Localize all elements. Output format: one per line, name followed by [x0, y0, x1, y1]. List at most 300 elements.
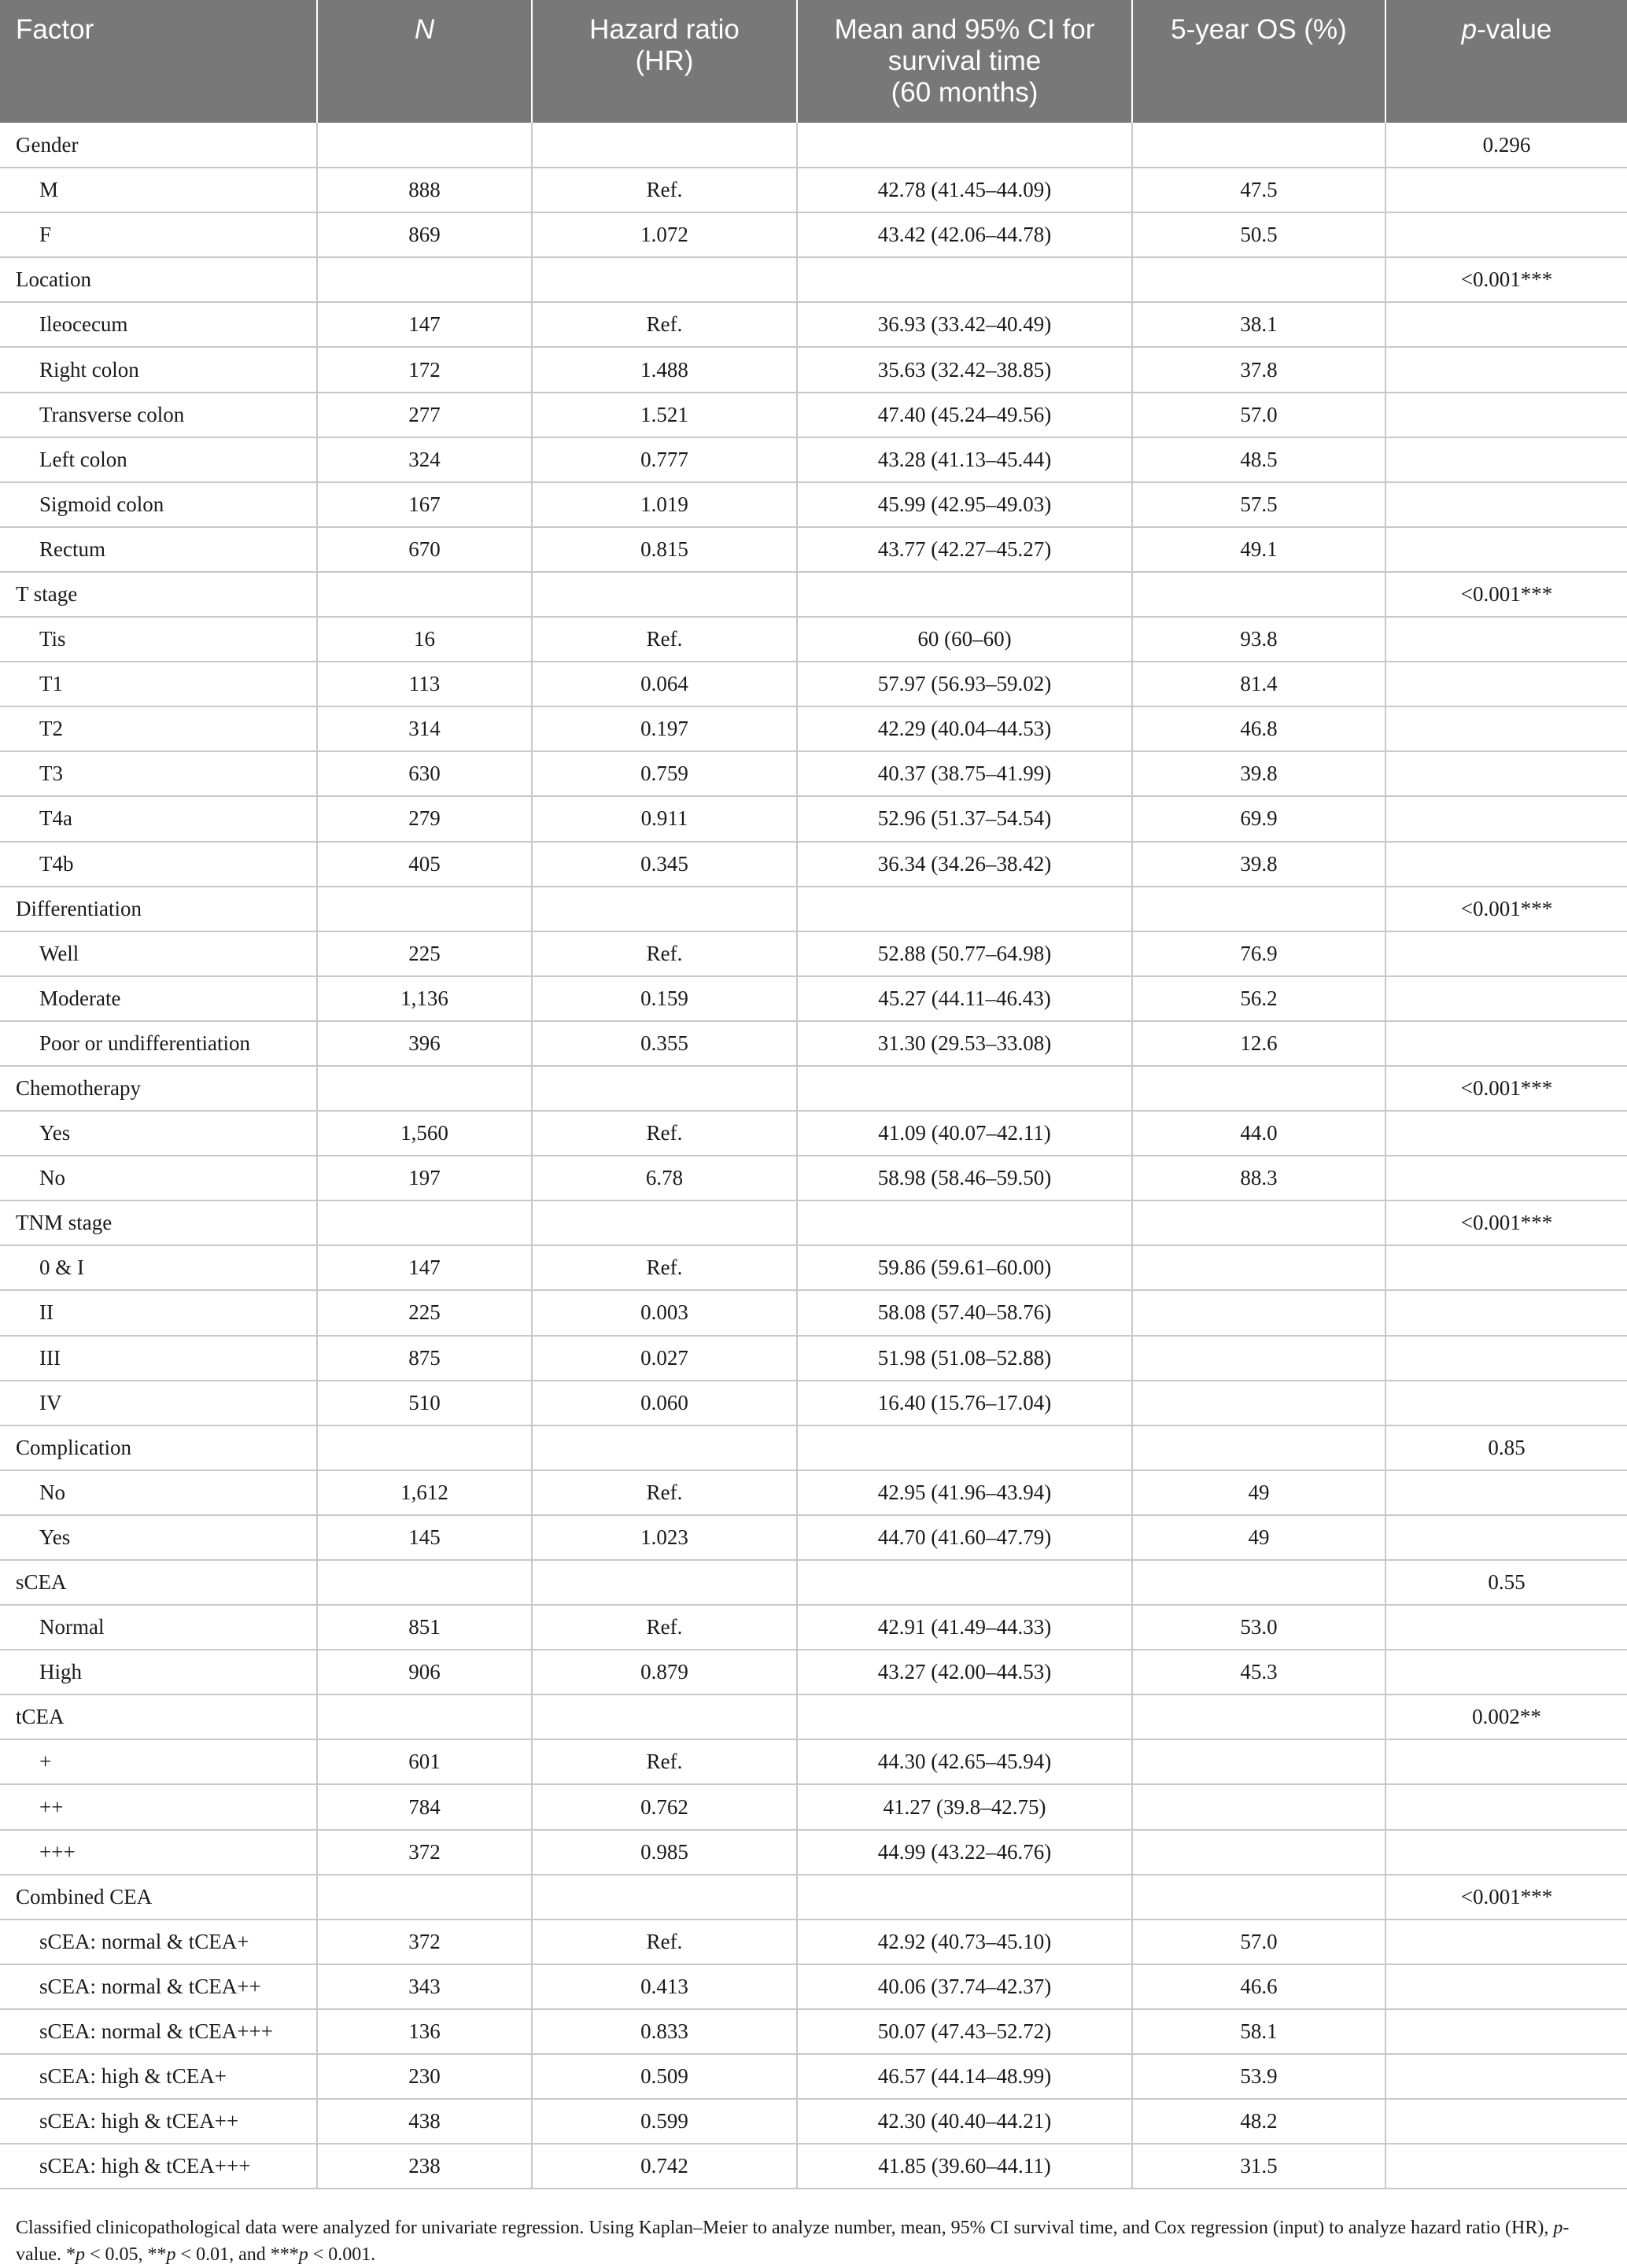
table-row — [0, 976, 1627, 1021]
table-row — [0, 796, 1627, 841]
cell-factor: Right colon — [0, 347, 317, 392]
table-row — [0, 1920, 1627, 1964]
table-row — [0, 302, 1627, 347]
cell-mean-ci: 36.34 (34.26–38.42) — [797, 842, 1132, 887]
table-row — [0, 482, 1627, 527]
cell-factor: + — [0, 1739, 317, 1784]
cell-5yr-os — [1132, 1381, 1385, 1425]
cell-hazard-ratio: 0.742 — [532, 2144, 797, 2189]
cell-p-value — [1385, 1739, 1627, 1784]
cell-p-value: 0.55 — [1385, 1560, 1627, 1605]
cell-hazard-ratio: Ref. — [532, 1920, 797, 1964]
cell-factor: Location — [0, 257, 317, 302]
table-row — [0, 931, 1627, 976]
cell-mean-ci: 43.77 (42.27–45.27) — [797, 527, 1132, 572]
cell-mean-ci: 42.29 (40.04–44.53) — [797, 706, 1132, 751]
cell-hazard-ratio: 0.197 — [532, 706, 797, 751]
cell-n: 869 — [317, 212, 532, 257]
table-row — [0, 347, 1627, 392]
header-n-label: N — [414, 14, 435, 45]
cell-factor: sCEA: high & tCEA+ — [0, 2054, 317, 2099]
cell-factor: F — [0, 212, 317, 257]
cell-n: 438 — [317, 2099, 532, 2144]
table-row — [0, 1290, 1627, 1335]
table-body — [0, 123, 1627, 2189]
cell-hazard-ratio: 0.762 — [532, 1784, 797, 1829]
table-group-row — [0, 1200, 1627, 1245]
cell-hazard-ratio — [532, 123, 797, 168]
cell-factor: III — [0, 1336, 317, 1381]
table-group-row — [0, 123, 1627, 168]
cell-5yr-os: 49 — [1132, 1470, 1385, 1515]
cell-hazard-ratio: Ref. — [532, 617, 797, 662]
cell-5yr-os — [1132, 1066, 1385, 1111]
cell-p-value — [1385, 2009, 1627, 2054]
header-5yr-os: 5-year OS (%) — [1132, 0, 1385, 123]
cell-p-value — [1385, 796, 1627, 841]
cell-mean-ci — [797, 1425, 1132, 1470]
cell-5yr-os — [1132, 572, 1385, 617]
cell-mean-ci: 43.27 (42.00–44.53) — [797, 1650, 1132, 1695]
cell-p-value — [1385, 1336, 1627, 1381]
cell-mean-ci: 51.98 (51.08–52.88) — [797, 1336, 1132, 1381]
cell-5yr-os — [1132, 257, 1385, 302]
cell-hazard-ratio — [532, 1695, 797, 1739]
cell-mean-ci — [797, 1875, 1132, 1920]
cell-factor: Yes — [0, 1111, 317, 1156]
cell-mean-ci: 58.08 (57.40–58.76) — [797, 1290, 1132, 1335]
cell-hazard-ratio: 0.777 — [532, 437, 797, 482]
cell-factor: tCEA — [0, 1695, 317, 1739]
header-hr-line1: Hazard ratio — [589, 14, 740, 45]
header-n — [317, 0, 532, 123]
cell-mean-ci: 42.78 (41.45–44.09) — [797, 168, 1132, 212]
cell-factor: +++ — [0, 1830, 317, 1875]
cell-n: 277 — [317, 393, 532, 437]
cell-n: 324 — [317, 437, 532, 482]
cell-mean-ci: 59.86 (59.61–60.00) — [797, 1245, 1132, 1290]
cell-5yr-os — [1132, 1560, 1385, 1605]
cell-hazard-ratio: Ref. — [532, 931, 797, 976]
cell-hazard-ratio — [532, 1425, 797, 1470]
cell-p-value: <0.001*** — [1385, 1875, 1627, 1920]
cell-p-value — [1385, 1515, 1627, 1560]
cell-factor: II — [0, 1290, 317, 1335]
cell-factor: sCEA: high & tCEA+++ — [0, 2144, 317, 2189]
cell-5yr-os: 57.0 — [1132, 1920, 1385, 1964]
cell-hazard-ratio: Ref. — [532, 302, 797, 347]
cell-5yr-os: 88.3 — [1132, 1156, 1385, 1200]
footnote-p-2: p — [75, 2244, 85, 2265]
cell-mean-ci: 36.93 (33.42–40.49) — [797, 302, 1132, 347]
cell-n: 225 — [317, 1290, 532, 1335]
cell-hazard-ratio: 0.833 — [532, 2009, 797, 2054]
cell-factor: T4b — [0, 842, 317, 887]
cell-hazard-ratio — [532, 257, 797, 302]
cell-p-value — [1385, 1784, 1627, 1829]
table-row — [0, 706, 1627, 751]
cell-mean-ci: 45.27 (44.11–46.43) — [797, 976, 1132, 1021]
cell-hazard-ratio — [532, 887, 797, 931]
table-row — [0, 1650, 1627, 1695]
table-row — [0, 437, 1627, 482]
cell-5yr-os — [1132, 1245, 1385, 1290]
table-row — [0, 1964, 1627, 2009]
table-row — [0, 1515, 1627, 1560]
cell-mean-ci — [797, 887, 1132, 931]
cell-factor: No — [0, 1156, 317, 1200]
cell-hazard-ratio: 1.072 — [532, 212, 797, 257]
cell-hazard-ratio: Ref. — [532, 1470, 797, 1515]
cell-5yr-os: 48.5 — [1132, 437, 1385, 482]
cell-n — [317, 1425, 532, 1470]
cell-p-value — [1385, 1920, 1627, 1964]
table-group-row — [0, 1695, 1627, 1739]
cell-5yr-os: 49.1 — [1132, 527, 1385, 572]
table-footnote — [16, 2215, 1613, 2268]
cell-factor: IV — [0, 1381, 317, 1425]
cell-mean-ci: 60 (60–60) — [797, 617, 1132, 662]
cell-hazard-ratio: 0.879 — [532, 1650, 797, 1695]
cell-mean-ci: 41.85 (39.60–44.11) — [797, 2144, 1132, 2189]
cell-n: 314 — [317, 706, 532, 751]
cell-mean-ci: 40.37 (38.75–41.99) — [797, 751, 1132, 796]
cell-n: 238 — [317, 2144, 532, 2189]
cell-5yr-os — [1132, 1830, 1385, 1875]
cell-n: 1,136 — [317, 976, 532, 1021]
cell-n — [317, 572, 532, 617]
cell-mean-ci: 47.40 (45.24–49.56) — [797, 393, 1132, 437]
cell-5yr-os: 93.8 — [1132, 617, 1385, 662]
footnote-text-1: Classified clinicopathological data were analyzed for univariate regression. Using Kaplan–Meier to analyze number, mean, 95% CI survival time, and Cox regression (input) to analyze hazard ratio (HR), — [16, 2218, 1554, 2238]
cell-p-value — [1385, 842, 1627, 887]
footnote-p-3: p — [166, 2244, 176, 2265]
cell-mean-ci: 45.99 (42.95–49.03) — [797, 482, 1132, 527]
header-mean-line1: Mean and 95% CI for — [834, 14, 1095, 45]
cell-mean-ci: 52.96 (51.37–54.54) — [797, 796, 1132, 841]
cell-n: 510 — [317, 1381, 532, 1425]
header-hr-line2: (HR) — [635, 46, 694, 76]
cell-factor: sCEA — [0, 1560, 317, 1605]
cell-mean-ci: 41.27 (39.8–42.75) — [797, 1784, 1132, 1829]
cell-5yr-os — [1132, 1290, 1385, 1335]
cell-5yr-os: 57.0 — [1132, 393, 1385, 437]
cell-5yr-os: 58.1 — [1132, 2009, 1385, 2054]
cell-5yr-os: 31.5 — [1132, 2144, 1385, 2189]
cell-factor: Tis — [0, 617, 317, 662]
cell-n — [317, 1875, 532, 1920]
footnote-text-2: -value. * — [16, 2218, 1570, 2265]
cell-n: 1,560 — [317, 1111, 532, 1156]
cell-p-value — [1385, 1021, 1627, 1066]
cell-factor: sCEA: normal & tCEA++ — [0, 1964, 317, 2009]
cell-mean-ci: 58.98 (58.46–59.50) — [797, 1156, 1132, 1200]
cell-factor: sCEA: normal & tCEA+++ — [0, 2009, 317, 2054]
cell-hazard-ratio: 0.027 — [532, 1336, 797, 1381]
table-row — [0, 1784, 1627, 1829]
cell-factor: T3 — [0, 751, 317, 796]
cell-5yr-os: 50.5 — [1132, 212, 1385, 257]
table-row — [0, 751, 1627, 796]
cell-p-value — [1385, 527, 1627, 572]
cell-mean-ci: 35.63 (32.42–38.85) — [797, 347, 1132, 392]
cell-n: 167 — [317, 482, 532, 527]
cell-hazard-ratio: 1.488 — [532, 347, 797, 392]
cell-n: 145 — [317, 1515, 532, 1560]
cell-n: 225 — [317, 931, 532, 976]
table-row — [0, 1381, 1627, 1425]
cell-n: 630 — [317, 751, 532, 796]
cell-n: 405 — [317, 842, 532, 887]
cell-n: 147 — [317, 1245, 532, 1290]
table-row — [0, 1830, 1627, 1875]
cell-n: 875 — [317, 1336, 532, 1381]
cell-p-value: 0.85 — [1385, 1425, 1627, 1470]
cell-hazard-ratio: 0.985 — [532, 1830, 797, 1875]
cell-n: 906 — [317, 1650, 532, 1695]
cell-p-value: <0.001*** — [1385, 887, 1627, 931]
table-row — [0, 1245, 1627, 1290]
cell-5yr-os: 53.9 — [1132, 2054, 1385, 2099]
cell-factor: No — [0, 1470, 317, 1515]
cell-hazard-ratio — [532, 1200, 797, 1245]
cell-factor: T4a — [0, 796, 317, 841]
table-row — [0, 2144, 1627, 2189]
cell-n: 396 — [317, 1021, 532, 1066]
table-row — [0, 168, 1627, 212]
cell-mean-ci: 44.70 (41.60–47.79) — [797, 1515, 1132, 1560]
cell-n — [317, 123, 532, 168]
cell-mean-ci: 44.30 (42.65–45.94) — [797, 1739, 1132, 1784]
cell-factor: Left colon — [0, 437, 317, 482]
cell-hazard-ratio: 0.599 — [532, 2099, 797, 2144]
cell-mean-ci: 52.88 (50.77–64.98) — [797, 931, 1132, 976]
header-mean-line2: survival time — [887, 46, 1042, 76]
cell-mean-ci: 40.06 (37.74–42.37) — [797, 1964, 1132, 2009]
cell-mean-ci — [797, 1200, 1132, 1245]
cell-hazard-ratio: 0.060 — [532, 1381, 797, 1425]
table-row — [0, 1336, 1627, 1381]
cell-hazard-ratio: 1.023 — [532, 1515, 797, 1560]
cell-p-value — [1385, 1830, 1627, 1875]
cell-factor: TNM stage — [0, 1200, 317, 1245]
table-group-row — [0, 1875, 1627, 1920]
cell-5yr-os: 44.0 — [1132, 1111, 1385, 1156]
cell-p-value — [1385, 212, 1627, 257]
cell-5yr-os — [1132, 1336, 1385, 1381]
cell-p-value — [1385, 1470, 1627, 1515]
table-row — [0, 527, 1627, 572]
cell-p-value — [1385, 2054, 1627, 2099]
cell-5yr-os: 45.3 — [1132, 1650, 1385, 1695]
cell-factor: ++ — [0, 1784, 317, 1829]
cell-n — [317, 257, 532, 302]
table-row — [0, 2054, 1627, 2099]
cell-n: 670 — [317, 527, 532, 572]
cell-factor: Ileocecum — [0, 302, 317, 347]
cell-n: 197 — [317, 1156, 532, 1200]
cell-p-value — [1385, 931, 1627, 976]
cell-p-value — [1385, 1111, 1627, 1156]
cell-n — [317, 1066, 532, 1111]
table-header — [0, 0, 1627, 123]
cell-factor: High — [0, 1650, 317, 1695]
cell-factor: T stage — [0, 572, 317, 617]
cell-5yr-os — [1132, 1875, 1385, 1920]
header-mean-line3: (60 months) — [891, 77, 1039, 108]
cell-p-value — [1385, 1381, 1627, 1425]
cell-mean-ci: 41.09 (40.07–42.11) — [797, 1111, 1132, 1156]
cell-p-value — [1385, 482, 1627, 527]
cell-hazard-ratio: 0.003 — [532, 1290, 797, 1335]
footnote-text-5: < 0.001. — [308, 2244, 376, 2265]
table-row — [0, 1470, 1627, 1515]
cell-mean-ci: 42.30 (40.40–44.21) — [797, 2099, 1132, 2144]
cell-p-value — [1385, 617, 1627, 662]
cell-mean-ci: 42.91 (41.49–44.33) — [797, 1605, 1132, 1650]
cell-p-value — [1385, 393, 1627, 437]
cell-p-value — [1385, 2144, 1627, 2189]
cell-hazard-ratio: 0.509 — [532, 2054, 797, 2099]
cell-hazard-ratio: Ref. — [532, 168, 797, 212]
cell-factor: Complication — [0, 1425, 317, 1470]
cell-5yr-os: 12.6 — [1132, 1021, 1385, 1066]
footnote-text-4: < 0.01, and *** — [175, 2244, 299, 2265]
cell-factor: sCEA: high & tCEA++ — [0, 2099, 317, 2144]
cell-n — [317, 1560, 532, 1605]
cell-factor: Rectum — [0, 527, 317, 572]
cell-mean-ci — [797, 1066, 1132, 1111]
cell-hazard-ratio: 0.911 — [532, 796, 797, 841]
cell-p-value — [1385, 437, 1627, 482]
cell-p-value — [1385, 1964, 1627, 2009]
cell-p-value — [1385, 662, 1627, 706]
cell-n: 230 — [317, 2054, 532, 2099]
cell-hazard-ratio — [532, 1560, 797, 1605]
cell-mean-ci — [797, 123, 1132, 168]
table-group-row — [0, 572, 1627, 617]
cell-factor: T2 — [0, 706, 317, 751]
cell-n: 172 — [317, 347, 532, 392]
cell-5yr-os: 37.8 — [1132, 347, 1385, 392]
cell-factor: Well — [0, 931, 317, 976]
cell-n: 851 — [317, 1605, 532, 1650]
cell-5yr-os: 47.5 — [1132, 168, 1385, 212]
cell-5yr-os — [1132, 1425, 1385, 1470]
cell-5yr-os: 53.0 — [1132, 1605, 1385, 1650]
cell-factor: Sigmoid colon — [0, 482, 317, 527]
cell-p-value: <0.001*** — [1385, 1200, 1627, 1245]
cell-factor: Gender — [0, 123, 317, 168]
table-row — [0, 617, 1627, 662]
cell-5yr-os: 46.8 — [1132, 706, 1385, 751]
cell-5yr-os — [1132, 1739, 1385, 1784]
cell-hazard-ratio: 1.521 — [532, 393, 797, 437]
cell-n: 372 — [317, 1830, 532, 1875]
cell-p-value: <0.001*** — [1385, 257, 1627, 302]
cell-p-value: <0.001*** — [1385, 1066, 1627, 1111]
cell-hazard-ratio: 1.019 — [532, 482, 797, 527]
cell-factor: Poor or undifferentiation — [0, 1021, 317, 1066]
cell-p-value: 0.002** — [1385, 1695, 1627, 1739]
cell-factor: M — [0, 168, 317, 212]
cell-p-value: <0.001*** — [1385, 572, 1627, 617]
footnote-p-4: p — [298, 2244, 308, 2265]
header-p-rest: -value — [1477, 14, 1552, 45]
cell-factor: sCEA: normal & tCEA+ — [0, 1920, 317, 1964]
cell-n: 372 — [317, 1920, 532, 1964]
cell-p-value — [1385, 706, 1627, 751]
cell-p-value — [1385, 1156, 1627, 1200]
cell-5yr-os: 56.2 — [1132, 976, 1385, 1021]
cell-hazard-ratio: Ref. — [532, 1245, 797, 1290]
cell-5yr-os — [1132, 1695, 1385, 1739]
cell-mean-ci — [797, 1560, 1132, 1605]
cell-p-value — [1385, 2099, 1627, 2144]
cell-mean-ci: 31.30 (29.53–33.08) — [797, 1021, 1132, 1066]
table-row — [0, 212, 1627, 257]
cell-n: 279 — [317, 796, 532, 841]
cell-p-value — [1385, 1605, 1627, 1650]
cell-n — [317, 887, 532, 931]
cell-hazard-ratio: 0.413 — [532, 1964, 797, 2009]
cell-5yr-os — [1132, 1200, 1385, 1245]
cell-hazard-ratio: 0.345 — [532, 842, 797, 887]
cell-mean-ci: 42.95 (41.96–43.94) — [797, 1470, 1132, 1515]
footnote-p-1: p — [1553, 2218, 1563, 2238]
cell-hazard-ratio: 0.064 — [532, 662, 797, 706]
cell-n: 147 — [317, 302, 532, 347]
table-row — [0, 1156, 1627, 1200]
table-row — [0, 2099, 1627, 2144]
cell-5yr-os — [1132, 123, 1385, 168]
table-group-row — [0, 1066, 1627, 1111]
cell-factor: Combined CEA — [0, 1875, 317, 1920]
header-p-value — [1385, 0, 1627, 123]
table-group-row — [0, 1425, 1627, 1470]
cell-hazard-ratio — [532, 572, 797, 617]
cell-hazard-ratio: 6.78 — [532, 1156, 797, 1200]
cell-5yr-os — [1132, 887, 1385, 931]
cell-factor: Differentiation — [0, 887, 317, 931]
cell-p-value — [1385, 751, 1627, 796]
cell-5yr-os: 38.1 — [1132, 302, 1385, 347]
cell-factor: Chemotherapy — [0, 1066, 317, 1111]
header-factor: Factor — [0, 0, 317, 123]
cell-n: 343 — [317, 1964, 532, 2009]
cell-factor: Moderate — [0, 976, 317, 1021]
cell-p-value — [1385, 302, 1627, 347]
cell-mean-ci: 43.28 (41.13–45.44) — [797, 437, 1132, 482]
cell-p-value — [1385, 1290, 1627, 1335]
cell-5yr-os: 76.9 — [1132, 931, 1385, 976]
cell-n: 1,612 — [317, 1470, 532, 1515]
header-hazard-ratio — [532, 0, 797, 123]
cell-p-value — [1385, 1245, 1627, 1290]
table-row — [0, 1111, 1627, 1156]
cell-p-value — [1385, 976, 1627, 1021]
cell-5yr-os: 57.5 — [1132, 482, 1385, 527]
cell-n: 888 — [317, 168, 532, 212]
cell-n: 113 — [317, 662, 532, 706]
cell-mean-ci: 43.42 (42.06–44.78) — [797, 212, 1132, 257]
cell-5yr-os: 46.6 — [1132, 1964, 1385, 2009]
cell-mean-ci: 42.92 (40.73–45.10) — [797, 1920, 1132, 1964]
cell-hazard-ratio: 0.815 — [532, 527, 797, 572]
table-row — [0, 1739, 1627, 1784]
cell-mean-ci: 46.57 (44.14–48.99) — [797, 2054, 1132, 2099]
cell-p-value — [1385, 168, 1627, 212]
